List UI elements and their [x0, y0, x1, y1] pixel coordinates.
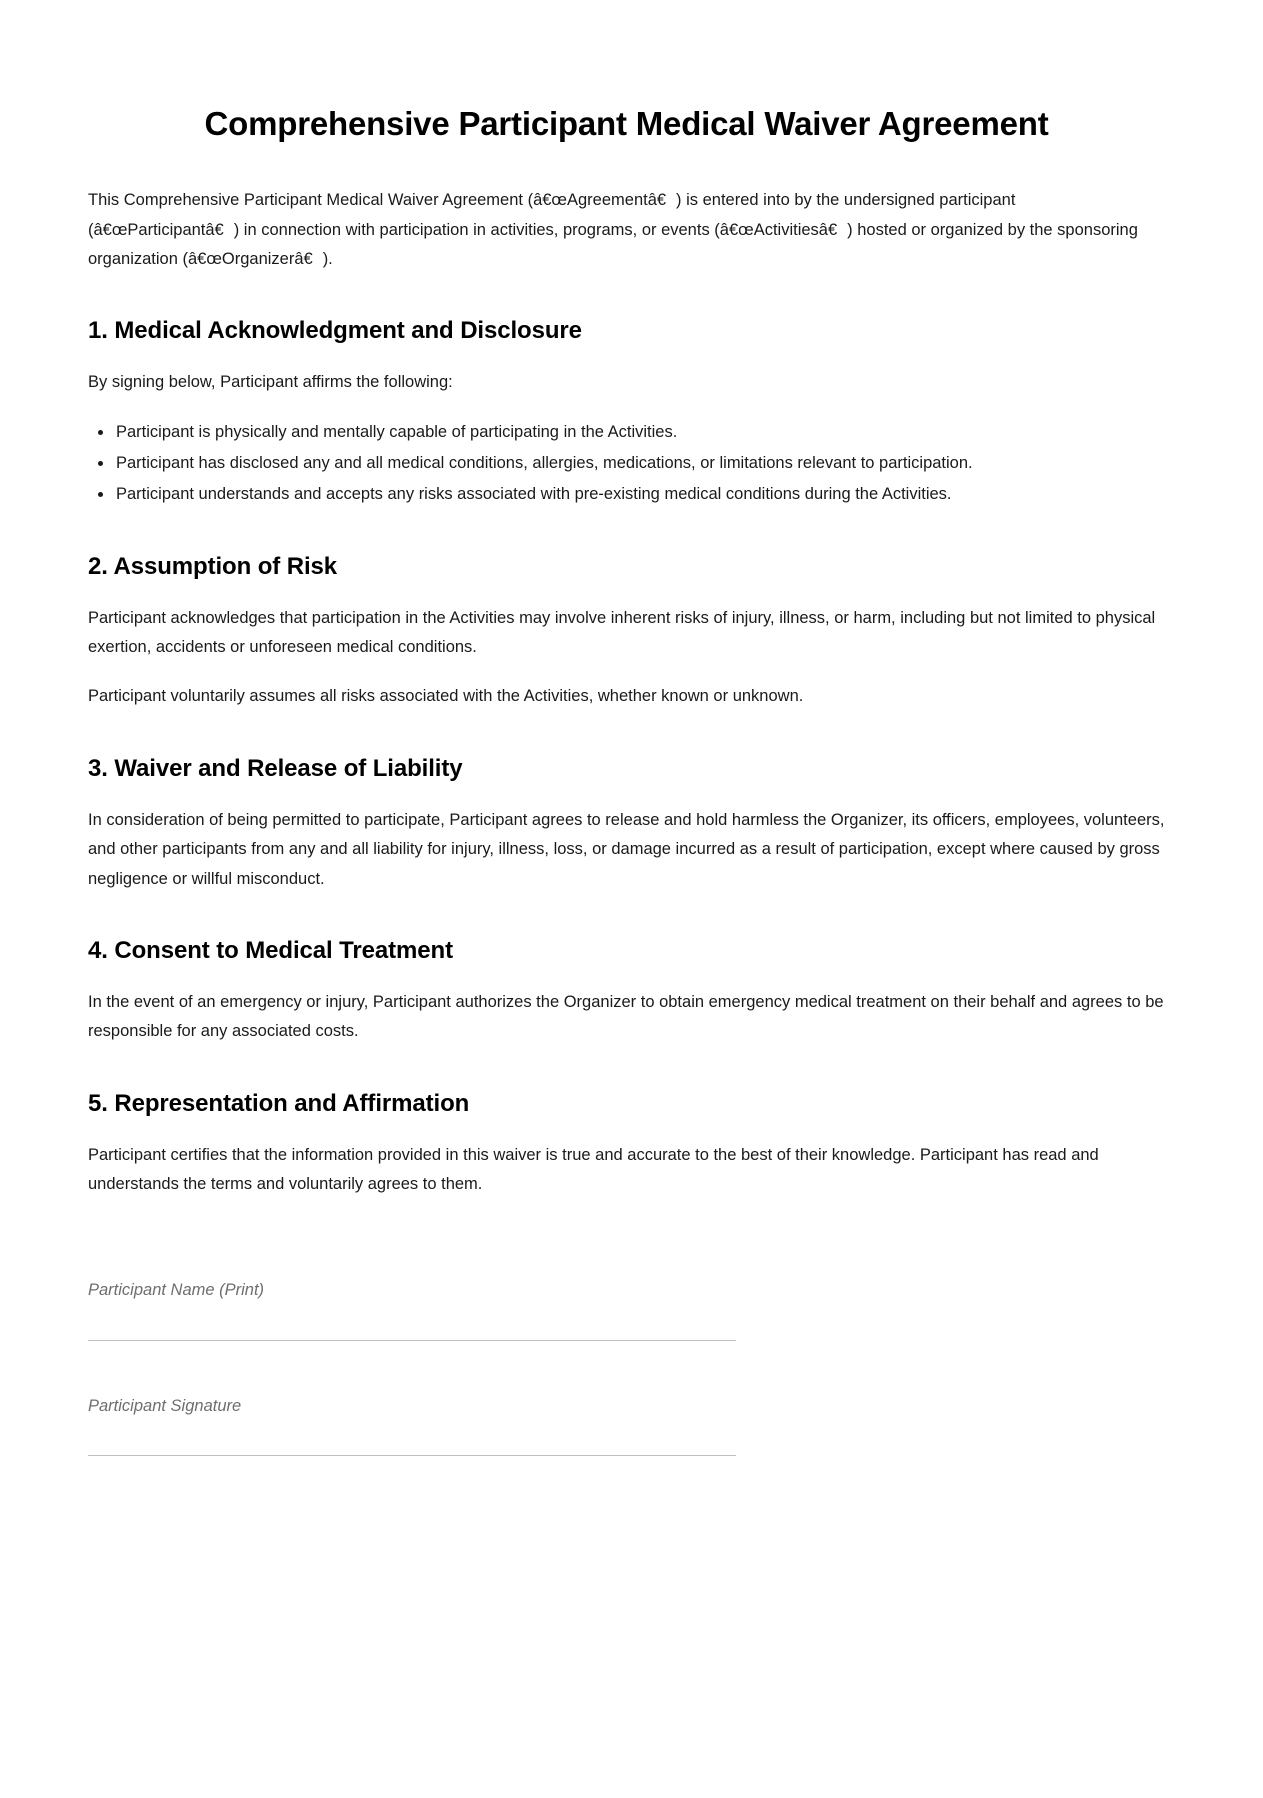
participant-name-field	[88, 1277, 736, 1340]
participant-signature-field	[88, 1393, 736, 1456]
signature-block	[88, 1277, 1165, 1456]
section-3-paragraph-1: In consideration of being permitted to participate, Participant agrees to release and hold harmless the Organizer, its officers, employees, volunteers, and other participants from any and all liability for injury, illness, loss, or damage incurred as a result of participation, except where caused by gross negligence or willful misconduct.	[88, 810, 1165, 888]
list-item: • Participant has disclosed any and all medical conditions, allergies, medications, or limitations relevant to participation.	[114, 449, 1165, 478]
section-4-paragraph-1: In the event of an emergency or injury, Participant authorizes the Organizer to obtain emergency medical treatment on their behalf and agrees to be responsible for any associated costs.	[88, 992, 1164, 1041]
section-heading-2: 2. Assumption of Risk	[88, 552, 338, 580]
bottom-whitespace	[88, 1508, 1165, 1798]
section-heading-3: 3. Waiver and Release of Liability	[88, 754, 463, 782]
intro-paragraph: This Comprehensive Participant Medical Waiver Agreement (â€œAgreementâ€) is entered into by the undersigned participant (â€œParticipantâ€) in connection with participation in activities, programs, or events (â€œActivitiesâ€) hosted or organized by the sponsoring organization (â€œOrganizerâ€).	[88, 191, 1138, 268]
section-heading-4: 4. Consent to Medical Treatment	[88, 936, 453, 964]
participant-signature-rule	[88, 1455, 736, 1456]
section-heading-1: 1. Medical Acknowledgment and Disclosure	[88, 317, 582, 345]
section-2-paragraph-2: Participant voluntarily assumes all risks associated with the Activities, whether known or unknown.	[88, 687, 804, 706]
page-title: Comprehensive Participant Medical Waiver Agreement	[204, 105, 1049, 142]
list-item: • Participant is physically and mentally capable of participating in the Activities.	[114, 418, 1165, 447]
section-5-paragraph-1: Participant certifies that the information provided in this waiver is true and accurate to the best of their knowledge. Participant has read and understands the terms and voluntarily agrees to them.	[88, 1145, 1099, 1193]
participant-signature-label: Participant Signature	[88, 1396, 242, 1415]
list-item: • Participant understands and accepts any risks associated with pre-existing medical conditions during the Activities.	[114, 480, 1165, 509]
section-1-lead-text: By signing below, Participant affirms the following:	[88, 373, 453, 392]
section-2-paragraph-1: Participant acknowledges that participation in the Activities may involve inherent risks of injury, illness, or harm, including but not limited to physical exertion, accidents or unforeseen medical conditions.	[88, 608, 1156, 657]
section-heading-5: 5. Representation and Affirmation	[88, 1089, 470, 1117]
section-1-bullet-list	[88, 418, 1165, 510]
participant-name-rule	[88, 1340, 736, 1341]
participant-name-label: Participant Name (Print)	[88, 1281, 265, 1300]
